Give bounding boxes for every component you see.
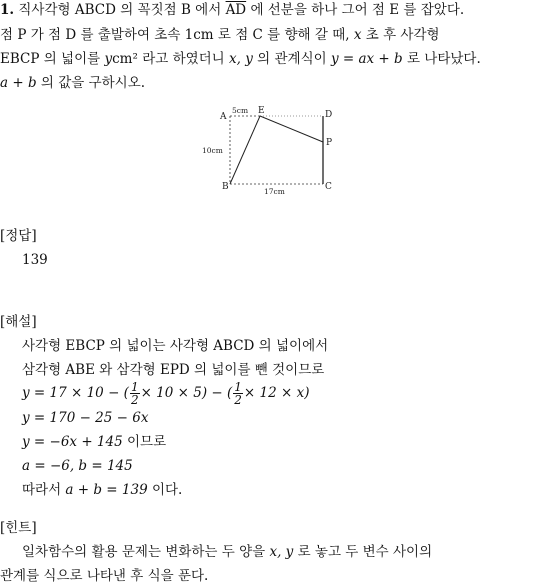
math-y: y [104,51,113,67]
problem-number: 1. [0,2,15,18]
answer-value: 139 [22,252,48,268]
problem-line-1 [0,2,464,18]
equation-part: 이다. [151,482,183,498]
problem-text: 에 선분을 하나 그어 점 E 를 잡았다. [250,2,465,18]
math-x: x [353,27,362,43]
hint-heading: [힌트] [0,520,37,536]
problem-text: 의 관계식이 [257,51,327,67]
equation-part: × 10 × 5) − ( [140,385,233,401]
label-e: E [258,106,265,116]
problem-text: 점 P 가 점 D 를 출발하여 초속 1cm 로 점 C 를 향해 갈 때, [0,27,350,43]
equation-part: 따라서 [22,482,62,498]
hint-text: 로 놓고 두 변수 사이의 [297,544,433,560]
explanation-line-2: 삼각형 ABE 와 삼각형 EPD 의 넓이를 뺀 것이므로 [22,362,325,378]
equation-part: a + b = 139 [65,482,148,498]
problem-line-4 [0,75,145,91]
problem-text: cm² 라고 하였더니 [112,51,225,67]
explanation-conclusion [22,482,182,498]
problem-text: EBCP 의 넓이를 [0,51,101,67]
problem-text: 직사각형 ABCD 의 꼭짓점 B 에서 [18,2,222,18]
problem-line-3 [0,51,481,67]
label-a: A [220,112,227,122]
problem-line-2 [0,27,440,43]
segment-be [230,116,260,184]
math-a-plus-b: a + b [0,75,37,91]
hint-line-1 [22,544,432,560]
explanation-heading: [해설] [0,314,37,330]
label-b: B [222,182,229,192]
length-ae: 5cm [232,106,249,115]
answer-heading: [정답] [0,228,37,244]
hint-text: 일차함수의 활용 문제는 변화하는 두 양을 [22,544,266,560]
problem-text: 로 나타났다. [406,51,481,67]
fraction-half: $\frac{1}{2}$ [130,380,139,407]
length-ab: 10cm [202,146,223,155]
equation-part: y = 17 × 10 − ( [22,385,129,401]
explanation-equation-1 [22,381,309,406]
label-c: C [325,182,332,192]
math-equation: y = ax + b [330,51,403,67]
label-p: P [326,138,333,148]
explanation-line-1: 사각형 EBCP 의 넓이는 사각형 ABCD 의 넓이에서 [22,338,329,354]
label-d: D [325,110,333,120]
segment-ep [260,116,323,142]
segment-ad: $\overline{AD}$ [225,2,247,18]
figure-rectangle-diagram [196,104,342,196]
fraction-half: $\frac{1}{2}$ [234,380,242,407]
explanation-equation-4: a = −6, b = 145 [22,458,133,474]
explanation-equation-2: y = 170 − 25 − 6x [22,410,149,426]
problem-text: 초 후 사각형 [365,27,440,43]
equation-part: y = −6x + 145 [22,434,123,450]
length-bc: 17cm [264,187,285,196]
hint-line-2: 관계를 식으로 나타낸 후 식을 푼다. [0,568,209,584]
explanation-equation-3 [22,434,166,450]
math-xy: x, y [269,544,294,560]
equation-part: × 12 × x) [243,385,310,401]
problem-text: 의 값을 구하시오. [40,75,146,91]
equation-part: 이므로 [127,434,167,450]
math-xy: x, y [229,51,253,67]
